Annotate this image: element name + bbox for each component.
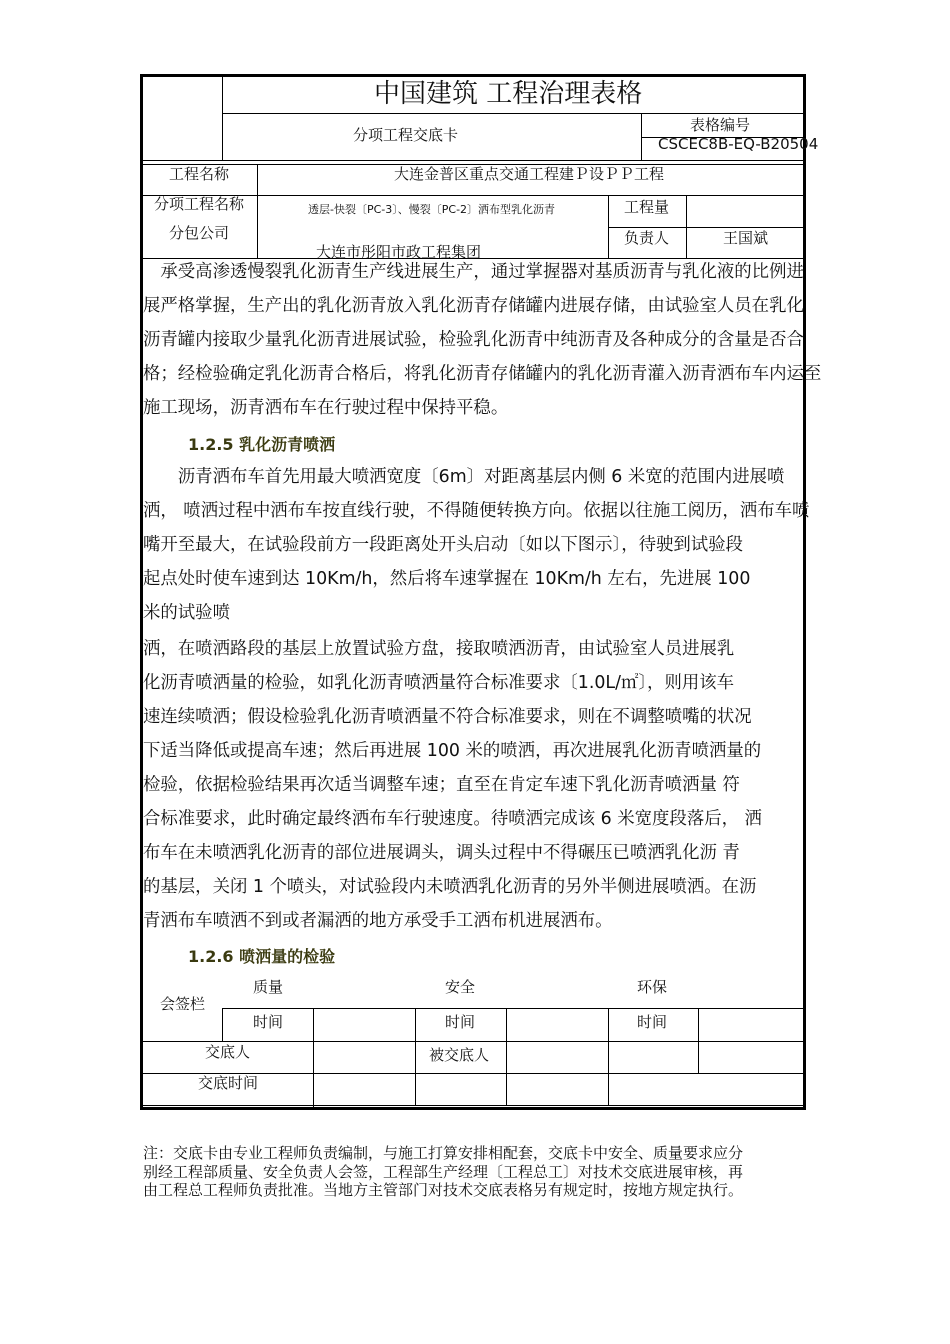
project-name-value: 大连金普区重点交通工程建Ｐ设ＰＰ工程 [394, 165, 665, 183]
signoff-col4 [506, 1008, 507, 1105]
signoff-safety-time: 时间 [445, 1013, 476, 1031]
signoff-col3 [415, 1008, 416, 1105]
quantity-label: 工程量 [624, 198, 670, 216]
form-number-label: 表格编号 [690, 116, 751, 134]
project-name-label: 工程名称 [169, 165, 230, 183]
signoff-row4-rule [140, 1105, 806, 1106]
responsible-label: 负责人 [624, 229, 670, 247]
form-title: 中国建筑 工程治理表格 [374, 79, 643, 109]
section-heading-inspection: 1.2.6 喷洒量的检验 [188, 947, 336, 966]
responsible-value: 王国斌 [723, 229, 769, 247]
header-bottom-rule [140, 160, 806, 161]
paragraph-spraying-test: 洒，在喷洒路段的基层上放置试验方盘，接取喷洒沥青，由试验室人员进展乳 化沥青喷洒量的检验，如乳化沥青喷洒量符合标准要求〔1.0L/㎡〕，则用该车 速连续喷洒；假设检验乳化沥青喷洒量不符合标准要求，则在不调整喷嘴的状况 下适当降低或提高车速；然后再进展 100 米的喷洒，再次进展乳化沥青喷洒量的 检验，依据检验结果再次适当调整车速；直至在肯定车速下乳化沥青喷洒量 符 合标准要求，此时确定最终洒布车行驶速度。待喷洒完成该 6 米宽度段落后， 洒 布车在未喷洒乳化沥青的部位进展调头，调头过程中不得碾压已喷洒乳化沥 青 的基层，关闭 1 个喷头，对试验段内未喷洒乳化沥青的另外半侧进展喷洒。在沥 青洒布车喷洒不到或者漏洒的地方承受手工洒布机进展洒布。 [143, 639, 762, 931]
signoff-quality: 质量 [253, 978, 284, 996]
signoff-row1-rule [222, 1008, 806, 1009]
subcontractor-value: 大连市彤阳市政工程集团 [316, 243, 482, 261]
signoff-quality-time: 时间 [253, 1013, 284, 1031]
subproject-value: 透层-快裂〔PC-3〕、慢裂〔PC-2〕洒布型乳化沥青 [308, 203, 556, 216]
section-heading-spraying: 1.2.5 乳化沥青喷洒 [188, 435, 336, 454]
signoff-col2 [313, 1008, 314, 1108]
subproject-label: 分项工程名称 [154, 195, 245, 213]
signoff-env-time: 时间 [637, 1013, 668, 1031]
info-right-divider [686, 195, 687, 258]
header-left-divider [222, 76, 223, 160]
footnote: 注：交底卡由专业工程师负责编制，与施工打算安排相配套，交底卡中安全、质量要求应分 别经工程部质量、安全负责人会签，工程部生产经理〔工程总工〕对技术交底进展审核，再 由工程总工程师负责批准。当地方主管部门对技术交底表格另有规定时，按地方规定执行。 [143, 1144, 744, 1199]
paragraph-production: 承受高渗透慢裂乳化沥青生产线进展生产，通过掌握器对基质沥青与乳化液的比例进 展严格掌握，生产出的乳化沥青放入乳化沥青存储罐内进展存储，由试验室人员在乳化 沥青罐内接取少量乳化沥青进展试验，检验乳化沥青中纯沥青及各种成分的含量是否合 格；经检验确定乳化沥青合格后，将乳化沥青存储罐内的乳化沥青灌入沥青洒布车内运至 施工现场，沥青洒布车在行驶过程中保持平稳。 [143, 262, 822, 418]
info-mid-divider [608, 195, 609, 258]
signoff-label: 会签栏 [160, 995, 206, 1013]
signoff-col1 [222, 1008, 223, 1041]
info-label-divider [257, 164, 258, 258]
subcontractor-label: 分包公司 [169, 224, 230, 242]
discloser-label: 交底人 [205, 1043, 251, 1061]
form-name: 分项工程交底卡 [353, 126, 459, 144]
receiver-label: 被交底人 [429, 1046, 490, 1064]
signoff-col6 [698, 1008, 699, 1073]
signoff-col5 [608, 1008, 609, 1105]
paragraph-spraying: 沥青洒布车首先用最大喷洒宽度〔6m〕对距离基层内侧 6 米宽的范围内进展喷 洒， 喷洒过程中洒布车按直线行驶，不得随便转换方向。依据以往施工阅历，洒布车喷 嘴开至最大，在试验段前方一段距离处开头启动〔如以下图示〕，待驶到试验段 起点处时使车速到达 10Km/h，然后将车速掌握在 10Km/h 左右，先进展 100 米的试验喷 [143, 467, 810, 623]
disclose-time-label: 交底时间 [198, 1074, 259, 1092]
form-number: CSCEC8B-EQ-B20504 [658, 135, 819, 153]
signoff-safety: 安全 [445, 978, 476, 996]
signoff-env: 环保 [637, 978, 668, 996]
